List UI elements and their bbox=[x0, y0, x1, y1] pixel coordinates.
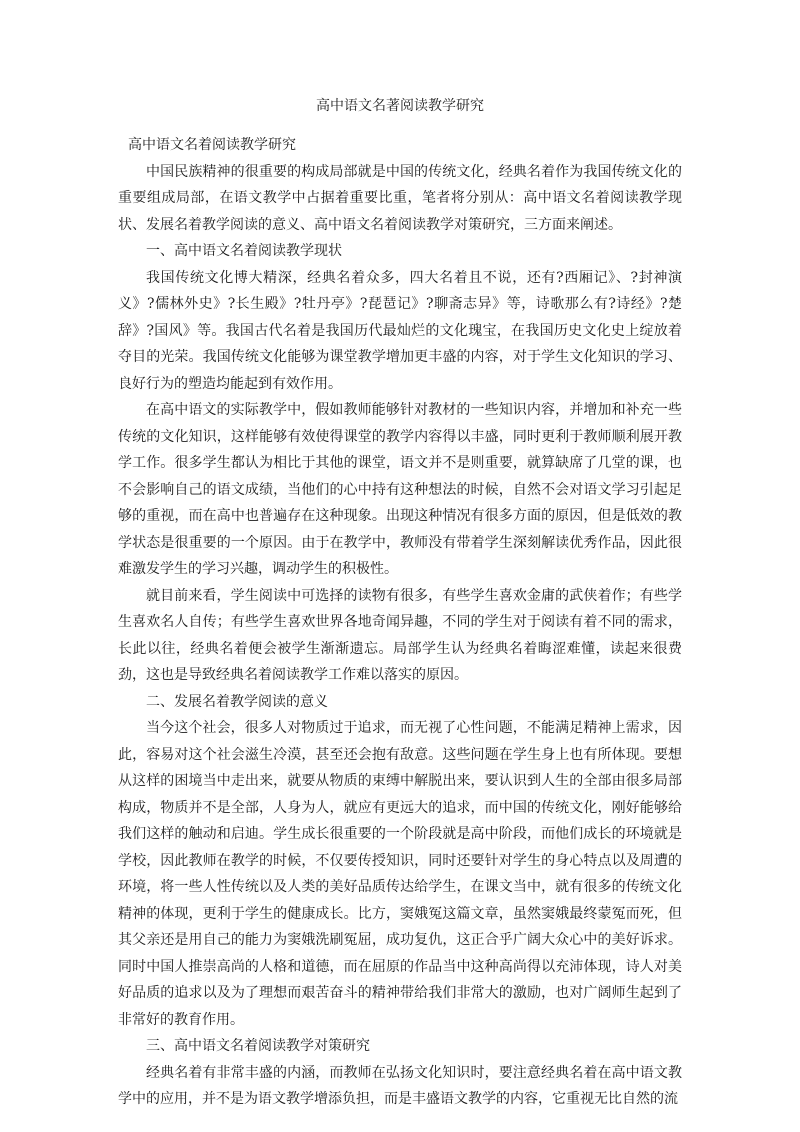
section-2-paragraph-1: 当今这个社会，很多人对物质过于追求，而无视了心性问题，不能满足精神上需求，因此，容易对这个社会滋生冷漠，甚至还会抱有敌意。这些问题在学生身上也有所体现。要想从这样的困境当中走出来，就要从物质的束缚中解脱出来，要认识到人生的全部由很多局部构成，物质并不是全部，人身为人，就应有更远大的追求，而中国的传统文化，刚好能够给我们这样的触动和启迪。学生成长很重要的一个阶段就是高中阶段，而他们成长的环境就是学校，因此教师在教学的时候，不仅要传授知识，同时还要针对学生的身心特点以及周遭的环境，将一些人性传统以及人类的美好品质传达给学生，在课文当中，就有很多的传统文化精神的体现，更利于学生的健康成长。比方，窦娥冤这篇文章，虽然窦娥最终蒙冤而死，但其父亲还是用自己的能力为窦娥洗刷冤屈，成功复仇，这正合乎广阔大众心中的美好诉求。同时中国人推崇高尚的人格和道德，而在屈原的作品当中这种高尚得以充沛体现，诗人对美好品质的追求以及为了理想而艰苦奋斗的精神带给我们非常大的激励，也对广阔师生起到了非常好的教育作用。 bbox=[118, 720, 682, 1028]
intro-paragraph: 中国民族精神的很重要的构成局部就是中国的传统文化，经典名着作为我国传统文化的重要组成局部，在语文教学中占据着重要比重，笔者将分别从：高中语文名着阅读教学现状、发展名着教学阅读的意义、高中语文名着阅读教学对策研究，三方面来阐述。 bbox=[118, 163, 682, 233]
document-subtitle: 高中语文名着阅读教学研究 bbox=[128, 137, 296, 153]
section-3-heading: 三、高中语文名着阅读教学对策研究 bbox=[146, 1038, 370, 1054]
section-1-paragraph-3: 就目前来看，学生阅读中可选择的读物有很多，有些学生喜欢金庸的武侠着作；有些学生喜欢名人自传；有些学生喜欢世界各地奇闻异趣，不同的学生对于阅读有着不同的需求，长此以往，经典名着便会被学生渐渐遗忘。局部学生认为经典名着晦涩难懂，读起来很费劲，这也是导致经典名着阅读教学工作难以落实的原因。 bbox=[118, 587, 682, 683]
section-1-heading: 一、高中语文名着阅读教学现状 bbox=[146, 243, 342, 259]
section-1-paragraph-2: 在高中语文的实际教学中，假如教师能够针对教材的一些知识内容，并增加和补充一些传统的文化知识，这样能够有效使得课堂的教学内容得以丰盛，同时更利于教师顺利展开教学工作。很多学生都认为相比于其他的课堂，语文并不是则重要，就算缺席了几堂的课，也不会影响自己的语文成绩，当他们的心中持有这种想法的时候，自然不会对语文学习引起足够的重视，而在高中也普遍存在这种现象。出现这种情况有很多方面的原因，但是低效的教学状态是很重要的一个原因。由于在教学中，教师没有带着学生深刻解读优秀作品，因此很难激发学生的学习兴趣，调动学生的积极性。 bbox=[118, 402, 682, 577]
document-title: 高中语文名著阅读教学研究 bbox=[316, 98, 484, 114]
section-2-heading: 二、发展名着教学阅读的意义 bbox=[146, 693, 328, 710]
section-1-paragraph-1: 我国传统文化博大精深，经典名着众多，四大名着且不说，还有?西厢记》、?封神演义》?儒林外史》?长生殿》?牡丹亭》?琵琶记》?聊斋志异》等，诗歌那么有?诗经》?楚辞》?国风》等。我国古代名着是我国历代最灿烂的文化瑰宝，在我国历史文化史上绽放着夺目的光荣。我国传统文化能够为课堂教学增加更丰盛的内容，对于学生文化知识的学习、良好行为的塑造均能起到有效作用。 bbox=[118, 269, 682, 392]
section-3-paragraph-1: 经典名着有非常丰盛的内涵，而教师在弘扬文化知识时，要注意经典名着在高中语文教学中的应用，并不是为语文教学增添负担，而是丰盛语文教学的内容，它重视无比自然的流 bbox=[118, 1064, 682, 1107]
